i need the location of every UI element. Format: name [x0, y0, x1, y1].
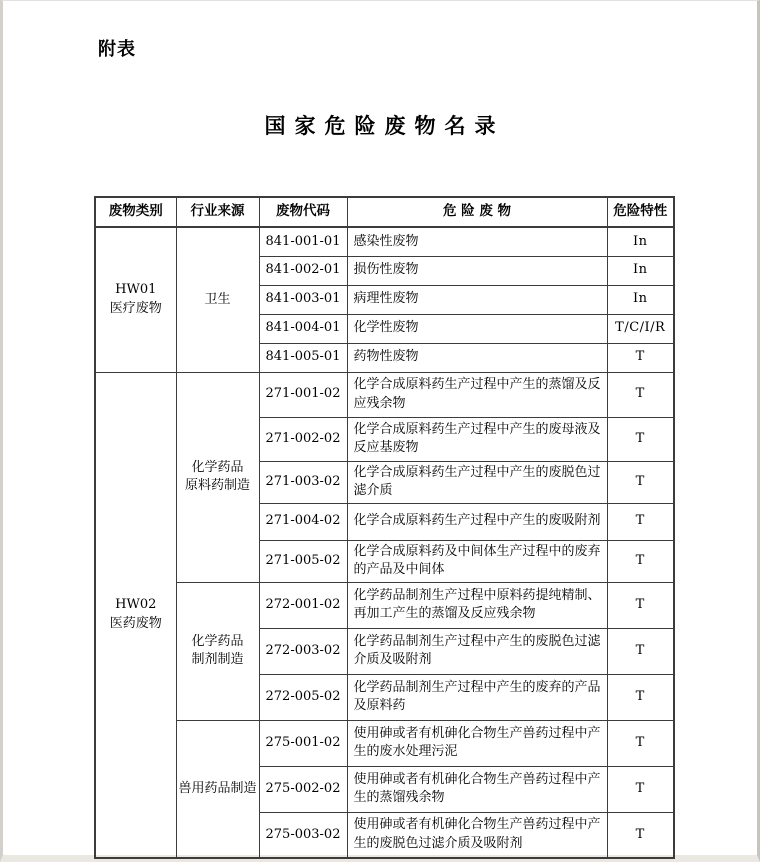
waste-name-cell: 损伤性废物: [347, 256, 607, 285]
waste-name-cell: 病理性废物: [347, 285, 607, 314]
waste-code-cell: 841-005-01: [259, 343, 347, 372]
waste-name-cell: 化学合成原料药生产过程中产生的废母液及反应基废物: [347, 417, 607, 461]
waste-code-cell: 272-003-02: [259, 628, 347, 674]
header-waste-category: 废物类别: [95, 197, 176, 227]
annex-label: 附表: [98, 39, 136, 60]
hazard-prop-cell: T: [607, 540, 674, 582]
category-code: HW01: [115, 281, 157, 297]
waste-code-cell: 275-001-02: [259, 720, 347, 766]
waste-name-cell: 化学药品制剂生产过程中原料药提纯精制、再加工产生的蒸馏及反应残余物: [347, 582, 607, 628]
hazard-prop-cell: T: [607, 674, 674, 720]
category-cell-hw01: [95, 227, 176, 372]
table-row: [95, 372, 674, 417]
waste-code-cell: 271-003-02: [259, 461, 347, 503]
hazard-prop-cell: T: [607, 343, 674, 372]
header-waste-code: 废物代码: [259, 197, 347, 227]
waste-code-cell: 841-003-01: [259, 285, 347, 314]
industry-cell-health: 卫生: [176, 227, 259, 372]
header-hazardous-waste: 危 险 废 物: [347, 197, 607, 227]
waste-name-cell: 使用砷或者有机砷化合物生产兽药过程中产生的蒸馏残余物: [347, 766, 607, 812]
industry-cell-api-manufacturing: 化学药品原料药制造: [176, 372, 259, 582]
waste-code-cell: 275-002-02: [259, 766, 347, 812]
waste-code-cell: 272-005-02: [259, 674, 347, 720]
waste-name-cell: 化学合成原料药及中间体生产过程中的废弃的产品及中间体: [347, 540, 607, 582]
header-row: [95, 197, 674, 227]
hazard-prop-cell: T: [607, 503, 674, 540]
header-hazard-property: 危险特性: [607, 197, 674, 227]
hazard-prop-cell: T: [607, 766, 674, 812]
waste-code-cell: 271-001-02: [259, 372, 347, 417]
waste-code-cell: 841-002-01: [259, 256, 347, 285]
waste-name-cell: 药物性废物: [347, 343, 607, 372]
waste-name-cell: 化学合成原料药生产过程中产生的废吸附剂: [347, 503, 607, 540]
waste-name-cell: 感染性废物: [347, 227, 607, 256]
waste-name-cell: 化学性废物: [347, 314, 607, 343]
category-cell-hw02: [95, 372, 176, 858]
waste-name-cell: 使用砷或者有机砷化合物生产兽药过程中产生的废脱色过滤介质及吸附剂: [347, 812, 607, 858]
waste-code-cell: 841-001-01: [259, 227, 347, 256]
waste-name-cell: 化学药品制剂生产过程中产生的废弃的产品及原料药: [347, 674, 607, 720]
waste-code-cell: 275-003-02: [259, 812, 347, 858]
page-title: 国家危险废物名录: [264, 113, 505, 138]
hazard-prop-cell: T: [607, 720, 674, 766]
hazard-prop-cell: T: [607, 628, 674, 674]
hazardous-waste-table: [94, 196, 675, 859]
category-name: 医药废物: [109, 615, 162, 631]
waste-name-cell: 化学合成原料药生产过程中产生的蒸馏及反应残余物: [347, 372, 607, 417]
hazard-prop-cell: T: [607, 417, 674, 461]
waste-code-cell: 272-001-02: [259, 582, 347, 628]
category-name: 医疗废物: [109, 300, 162, 316]
waste-name-cell: 化学药品制剂生产过程中产生的废脱色过滤介质及吸附剂: [347, 628, 607, 674]
industry-cell-drug-preparation: 化学药品制剂制造: [176, 582, 259, 720]
hazard-prop-cell: T/C/I/R: [607, 314, 674, 343]
hazard-prop-cell: In: [607, 285, 674, 314]
table-header: [95, 197, 674, 227]
header-industry-source: 行业来源: [176, 197, 259, 227]
industry-cell-veterinary-drug: 兽用药品制造: [176, 720, 259, 858]
waste-name-cell: 使用砷或者有机砷化合物生产兽药过程中产生的废水处理污泥: [347, 720, 607, 766]
category-code: HW02: [115, 596, 157, 612]
table-row: [95, 227, 674, 256]
hazard-prop-cell: In: [607, 256, 674, 285]
hazard-prop-cell: T: [607, 582, 674, 628]
table-row: [95, 720, 674, 766]
waste-code-cell: 271-004-02: [259, 503, 347, 540]
hazard-prop-cell: T: [607, 461, 674, 503]
waste-code-cell: 271-005-02: [259, 540, 347, 582]
table-row: [95, 582, 674, 628]
waste-name-cell: 化学合成原料药生产过程中产生的废脱色过滤介质: [347, 461, 607, 503]
waste-code-cell: 271-002-02: [259, 417, 347, 461]
waste-code-cell: 841-004-01: [259, 314, 347, 343]
hazard-prop-cell: T: [607, 812, 674, 858]
hazard-prop-cell: In: [607, 227, 674, 256]
hazard-prop-cell: T: [607, 372, 674, 417]
